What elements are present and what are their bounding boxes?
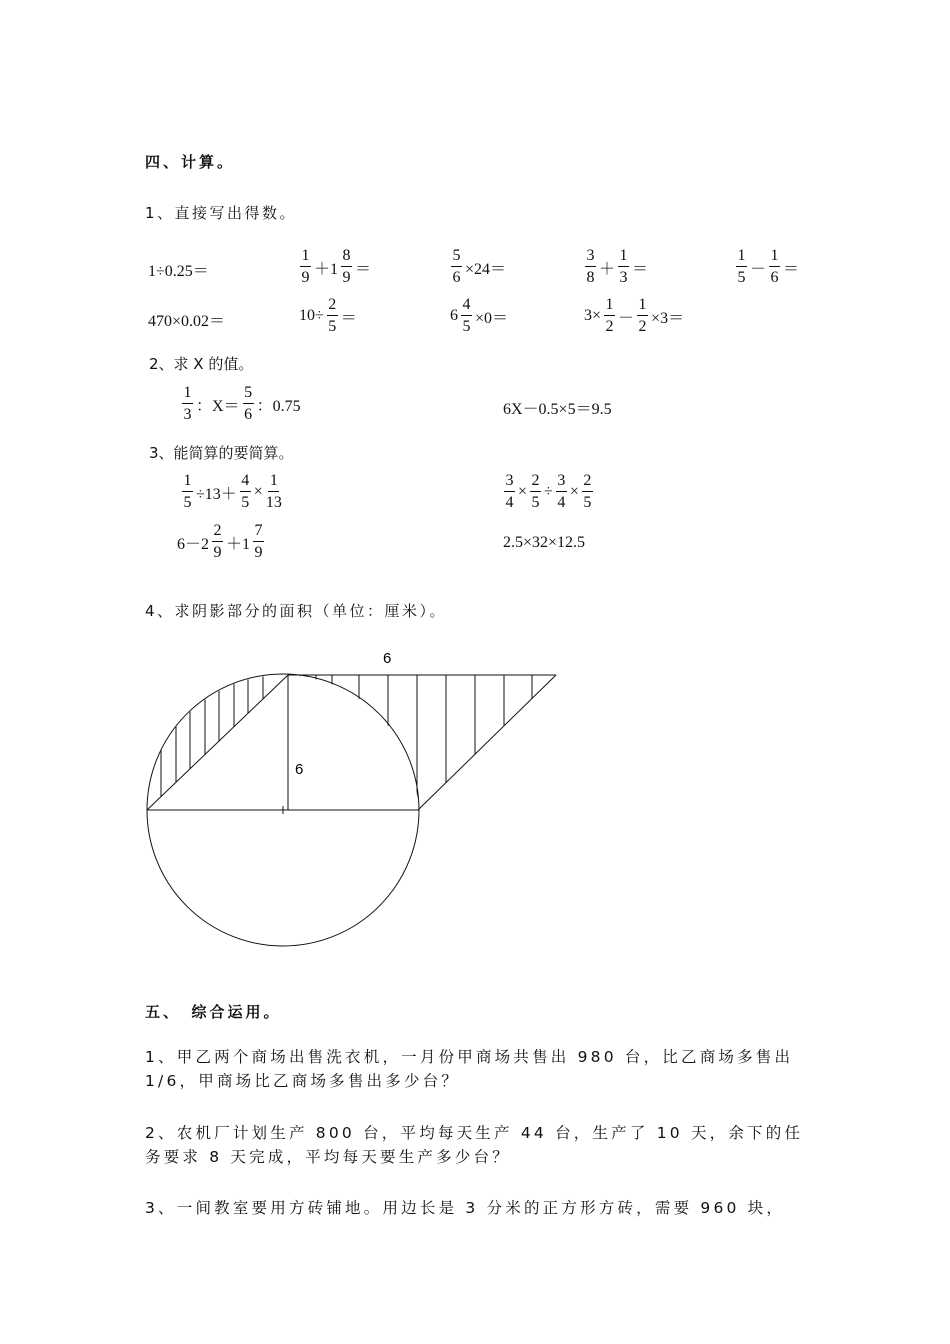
numerator: 2 (212, 523, 223, 542)
problem-1: 1、甲乙两个商场出售洗衣机，一月份甲商场共售出 980 台，比乙商场多售出 1/6，甲商场比乙商场多售出多少台？ (145, 1048, 794, 1090)
question-2-title: 2、求 X 的值。 (149, 355, 254, 373)
expr-text: ×24＝ (465, 260, 507, 278)
numerator: 4 (240, 473, 251, 492)
expr-text: ×0＝ (475, 309, 509, 327)
left-slant-line (147, 675, 288, 810)
expr-text: ＋1 (226, 535, 251, 553)
denominator: 5 (241, 494, 250, 511)
numerator: 1 (618, 248, 629, 267)
expr-text: ＝ (783, 260, 800, 278)
denominator: 5 (328, 318, 337, 335)
expr-text: 6X－0.5×5＝9.5 (503, 401, 612, 418)
denominator: 13 (265, 494, 282, 511)
expr-text: ÷13＋ (196, 485, 237, 503)
problem-3: 3、一间教室要用方砖铺地。用边长是 3 分米的正方形方砖，需要 960 块， (145, 1199, 786, 1217)
expr-text: － (750, 260, 767, 278)
fraction (300, 248, 311, 286)
denominator: 5 (531, 494, 540, 511)
q1-expr-5 (734, 248, 800, 286)
numerator: 1 (736, 248, 747, 267)
fraction (504, 473, 515, 511)
numerator: 1 (637, 297, 648, 316)
numerator: 2 (582, 473, 593, 492)
q3-expr-4 (502, 534, 586, 552)
expr-text: 1÷0.25＝ (148, 263, 209, 280)
expr-text: ÷ (544, 483, 553, 500)
fraction (461, 297, 472, 335)
numerator: 5 (451, 248, 462, 267)
numerator: 2 (327, 297, 338, 316)
shaded-area-figure (0, 640, 950, 960)
expr-text: × (569, 483, 579, 500)
q3-expr-3 (176, 523, 266, 561)
expr-text: ：X＝ (196, 397, 240, 415)
denominator: 2 (638, 318, 647, 335)
label-height: 6 (295, 761, 304, 778)
fraction (243, 385, 254, 423)
fraction (341, 248, 352, 286)
numerator: 1 (604, 297, 615, 316)
q1-expr-1 (147, 258, 210, 281)
denominator: 5 (462, 318, 471, 335)
numerator: 3 (585, 248, 596, 267)
q3-expr-1 (180, 473, 284, 511)
q1-expr-8 (449, 297, 509, 335)
expr-text: 6－2 (177, 535, 210, 553)
denominator: 9 (301, 269, 310, 286)
denominator: 6 (244, 406, 253, 423)
denominator: 9 (213, 544, 222, 561)
numerator: 4 (461, 297, 472, 316)
expr-text: ＋ (599, 260, 616, 278)
numerator: 1 (268, 473, 279, 492)
expr-text: × (518, 483, 528, 500)
expr-text: 10÷ (299, 307, 324, 324)
fraction (585, 248, 596, 286)
numerator: 1 (182, 473, 193, 492)
expr-text: ＝ (355, 260, 372, 278)
left-hatching (161, 660, 263, 810)
q1-expr-6 (147, 308, 226, 331)
fraction (182, 385, 193, 423)
fraction (327, 297, 338, 335)
denominator: 6 (770, 269, 779, 286)
numerator: 3 (556, 473, 567, 492)
fraction (769, 248, 780, 286)
denominator: 8 (586, 269, 595, 286)
denominator: 3 (619, 269, 628, 286)
expr-text: ：0.75 (256, 397, 301, 415)
problem-2: 2、农机厂计划生产 800 台，平均每天生产 44 台，生产了 10 天，余下的任务要求 8 天完成，平均每天要生产多少台？ (145, 1124, 804, 1166)
numerator: 1 (182, 385, 193, 404)
fraction (451, 248, 462, 286)
denominator: 5 (183, 494, 192, 511)
q1-expr-2 (298, 248, 372, 286)
expr-text: ×3＝ (651, 309, 685, 327)
denominator: 4 (557, 494, 566, 511)
fraction (240, 473, 251, 511)
fraction (266, 473, 282, 511)
right-slant-line (418, 675, 556, 810)
label-top-length: 6 (383, 650, 392, 667)
expr-text: 3× (584, 307, 602, 324)
numerator: 8 (341, 248, 352, 267)
fraction (212, 523, 223, 561)
fraction (618, 248, 629, 286)
expr-text: 470×0.02＝ (148, 313, 226, 330)
expr-text: 2.5×32×12.5 (503, 534, 586, 551)
denominator: 4 (505, 494, 514, 511)
fraction (637, 297, 648, 335)
expr-text: － (618, 309, 635, 327)
expr-text: 6 (450, 307, 458, 324)
question-1-title: 1、直接写出得数。 (145, 204, 298, 222)
denominator: 2 (605, 318, 614, 335)
denominator: 9 (342, 269, 351, 286)
fraction (582, 473, 593, 511)
expr-text: ＋1 (314, 260, 339, 278)
expr-text: ＝ (632, 260, 649, 278)
expr-text: ＝ (340, 309, 357, 327)
numerator: 3 (504, 473, 515, 492)
denominator: 5 (737, 269, 746, 286)
q2-expr-2 (502, 396, 613, 419)
fraction (182, 473, 193, 511)
question-4-title: 4、求阴影部分的面积（单位：厘米）。 (145, 602, 448, 620)
numerator: 7 (253, 523, 264, 542)
q3-expr-2 (502, 473, 595, 511)
numerator: 5 (243, 385, 254, 404)
denominator: 3 (183, 406, 192, 423)
section-4-title: 四、计算。 (145, 153, 236, 171)
fraction (604, 297, 615, 335)
denominator: 5 (583, 494, 592, 511)
expr-text: × (253, 483, 263, 500)
right-hatching (300, 675, 532, 810)
q1-expr-4 (583, 248, 649, 286)
q1-expr-7 (298, 297, 358, 335)
q2-expr-1 (180, 385, 302, 423)
fraction (556, 473, 567, 511)
numerator: 2 (530, 473, 541, 492)
q1-expr-9 (583, 297, 685, 335)
numerator: 1 (300, 248, 311, 267)
denominator: 9 (254, 544, 263, 561)
denominator: 6 (452, 269, 461, 286)
section-5-title: 五、 综合运用。 (145, 1003, 282, 1021)
fraction (253, 523, 264, 561)
q1-expr-3 (449, 248, 507, 286)
numerator: 1 (769, 248, 780, 267)
fraction (736, 248, 747, 286)
fraction (530, 473, 541, 511)
question-3-title: 3、能简算的要简算。 (149, 444, 294, 462)
